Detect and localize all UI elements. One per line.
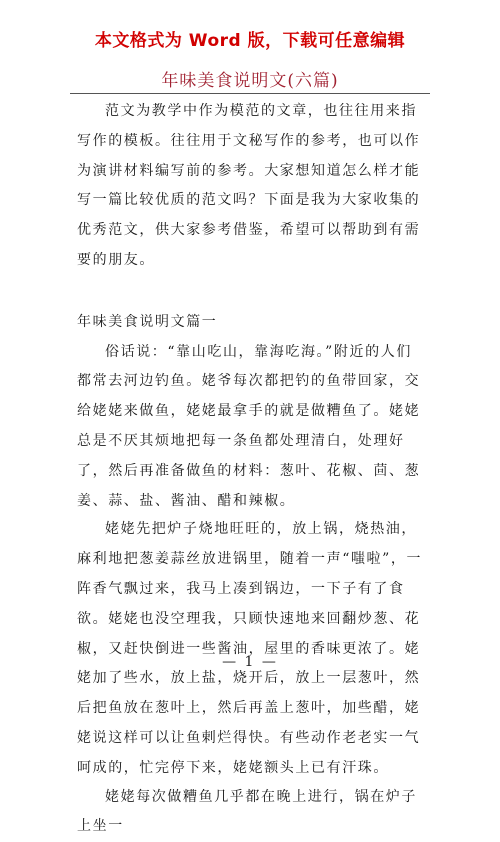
title-divider bbox=[70, 93, 430, 94]
document-title: 年味美食说明文(六篇) bbox=[161, 71, 339, 91]
body-paragraph-1: 俗话说：“靠山吃山，靠海吃海。”附近的人们都常去河边钓鱼。姥爷每次都把钓的鱼带回家，交给姥姥来做鱼，姥姥最拿手的就是做糟鱼了。姥姥总是不厌其烦地把每一条鱼都处理清白，处理好了，然后再准备做鱼的材料：葱叶、花椒、茴、葱姜、蒜、盐、酱油、醋和辣椒。 bbox=[77, 343, 421, 509]
section-heading: 年味美食说明文篇一 bbox=[77, 313, 218, 330]
download-banner: 本文格式为 Word 版，下载可任意编辑 bbox=[94, 31, 406, 51]
body-paragraph-2: 姥姥先把炉子烧地旺旺的，放上锅，烧热油，麻利地把葱姜蒜丝放进锅里，随着一声“嗤啦”，一阵香气飘过来，我马上凑到锅边，一下子有了食欲。姥姥也没空理我，只顾快速地来回翻炒葱、花椒，又赶快倒进一些酱油，屋里的香味更浓了。姥姥加了些水，放上盐，烧开后，放上一层葱叶，然后把鱼放在葱叶上，然后再盖上葱叶，加些醋，姥姥说这样可以让鱼剌烂得快。有些动作老老实一气呵成的，忙完停下来，姥姥额头上已有汗珠。 bbox=[77, 521, 423, 776]
document-body bbox=[77, 97, 427, 842]
page-number: — 1 — bbox=[222, 654, 278, 670]
intro-paragraph: 范文为教学中作为模范的文章，也往往用来指写作的模板。往往用于文秘写作的参考，也可以作为演讲材料编写前的参考。大家想知道怎么样才能写一篇比较优质的范文吗？下面是我为大家收集的优秀范文，供大家参考借鉴，希望可以帮助到有需要的朋友。 bbox=[77, 103, 421, 268]
paragraph-spacer bbox=[77, 276, 427, 308]
body-paragraph-3: 姥姥每次做糟鱼几乎都在晚上进行，锅在炉子上坐一 bbox=[77, 788, 417, 835]
